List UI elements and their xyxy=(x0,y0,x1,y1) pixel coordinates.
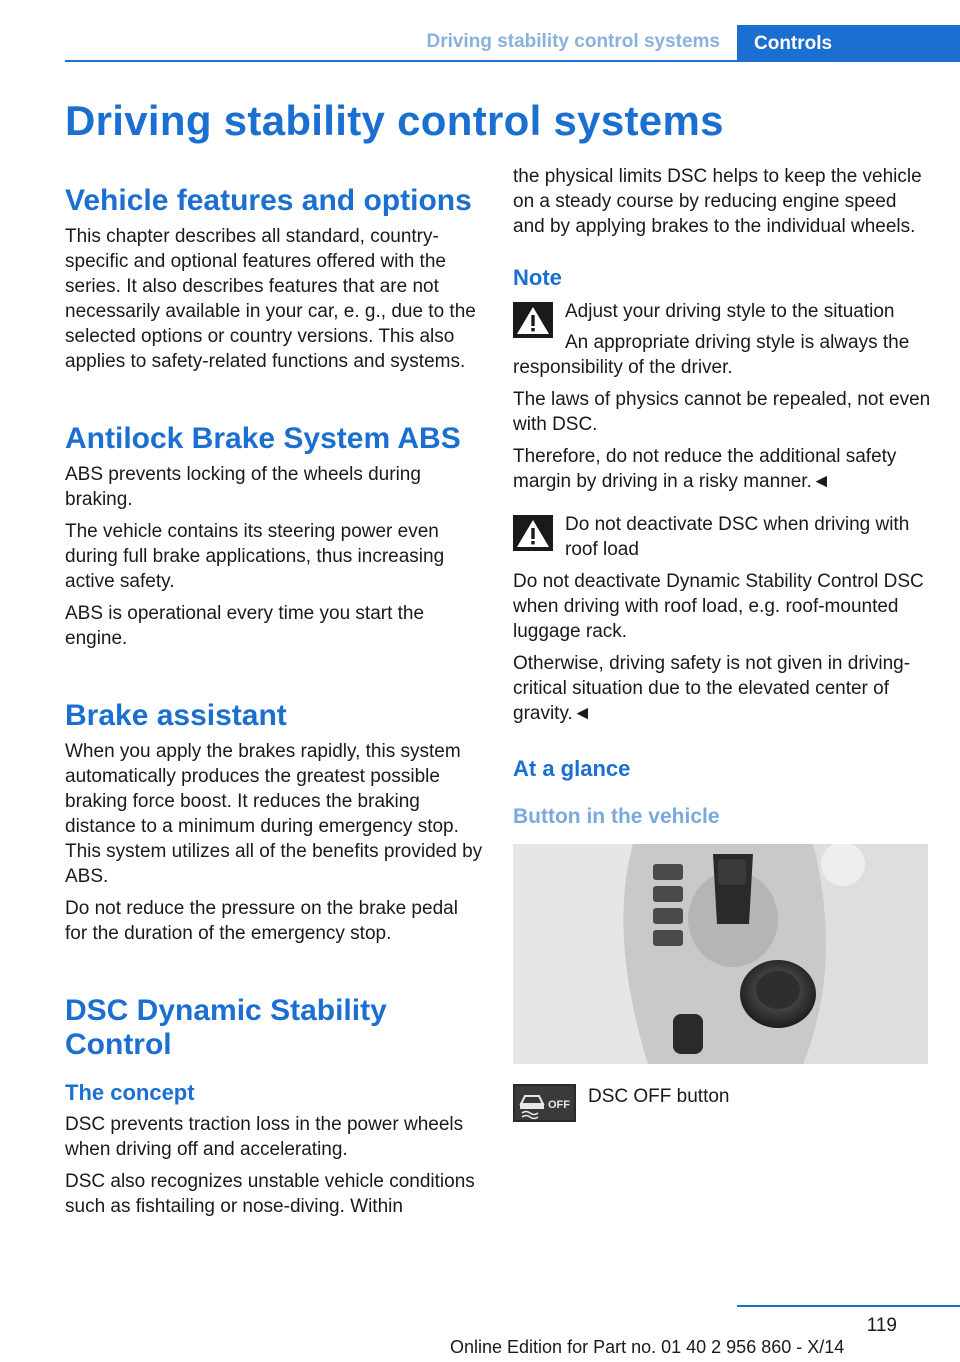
warning-roof-load xyxy=(513,512,933,562)
warning-driving-style-p1: An appropriate driving style is always the responsibility of the driver. xyxy=(513,332,910,378)
note-heading: Note xyxy=(513,265,562,290)
abs-paragraph-2: The vehicle contains its steering power even during full brake applications, thus increasing active safety. xyxy=(65,521,445,592)
header-rule xyxy=(65,60,960,62)
warning-driving-style-title: Adjust your driving style to the situation xyxy=(565,301,895,322)
page-title: Driving stability control systems xyxy=(65,97,724,144)
warning-triangle-icon xyxy=(513,302,553,338)
dsc-heading: DSC Dynamic Stability Control xyxy=(65,994,387,1061)
footer-rule xyxy=(737,1305,960,1307)
concept-paragraph-2: DSC also recognizes unstable vehicle conditions such as fishtailing or nose-diving. Within xyxy=(65,1171,475,1217)
brake-assistant-heading: Brake assistant xyxy=(65,699,287,732)
dsc-off-icon-text: OFF xyxy=(548,1099,570,1111)
concept-paragraph-1: DSC prevents traction loss in the power wheels when driving off and accelerating. xyxy=(65,1114,464,1160)
warning-driving-style-p3: Therefore, do not reduce the additional safety margin by driving in a risky manner.◄ xyxy=(513,446,897,492)
abs-heading: Antilock Brake System ABS xyxy=(65,422,461,455)
dsc-off-button-icon[interactable] xyxy=(513,1084,576,1122)
abs-paragraph-3: ABS is operational every time you start the engine. xyxy=(65,603,425,649)
header-chapter-tab[interactable]: Controls xyxy=(737,25,960,62)
warning-roof-load-title: Do not deactivate DSC when driving with roof load xyxy=(565,514,910,560)
warning-driving-style-p2: The laws of physics cannot be repealed, not even with DSC. xyxy=(513,389,931,435)
warning-roof-load-p2: Otherwise, driving safety is not given in driving-critical situation due to the elevated center of gravity.◄ xyxy=(513,653,911,724)
center-console-photo xyxy=(513,844,928,1064)
right-column xyxy=(513,164,933,1122)
brake-assistant-paragraph-2: Do not reduce the pressure on the brake pedal for the duration of the emergency stop. xyxy=(65,898,458,944)
vehicle-features-text: This chapter describes all standard, country-specific and optional features offered with the series. It also describes features that are not necessarily available in your car, e. g., due to the selected options or country versions. This also applies to safety-related functions and systems. xyxy=(65,226,476,372)
warning-roof-load-p1: Do not deactivate Dynamic Stability Control DSC when driving with roof load, e.g. roof-mounted luggage rack. xyxy=(513,571,924,642)
button-in-vehicle-heading: Button in the vehicle xyxy=(513,805,720,828)
edition-text: Online Edition for Part no. 01 40 2 956 860 - X/14 xyxy=(450,1337,845,1357)
page-number: 119 xyxy=(866,1315,897,1336)
brake-assistant-paragraph-1: When you apply the brakes rapidly, this system automatically produces the greatest possible braking force boost. It reduces the braking distance to a minimum during emergency stop. This system utilizes all of the benefits provided by ABS. xyxy=(65,741,483,887)
at-a-glance-heading: At a glance xyxy=(513,756,631,781)
dsc-off-button-label: DSC OFF button xyxy=(588,1086,730,1107)
abs-paragraph-1: ABS prevents locking of the wheels during braking. xyxy=(65,464,421,510)
dsc-continued-text: the physical limits DSC helps to keep the vehicle on a steady course by reducing engine speed and by applying brakes to the individual wheels. xyxy=(513,166,922,237)
vehicle-features-heading: Vehicle features and options xyxy=(65,184,472,217)
header-section-title: Driving stability control systems xyxy=(426,31,720,52)
left-column xyxy=(65,184,483,1219)
concept-heading: The concept xyxy=(65,1080,195,1105)
warning-triangle-icon xyxy=(513,515,553,551)
dsc-off-row xyxy=(513,1084,933,1122)
